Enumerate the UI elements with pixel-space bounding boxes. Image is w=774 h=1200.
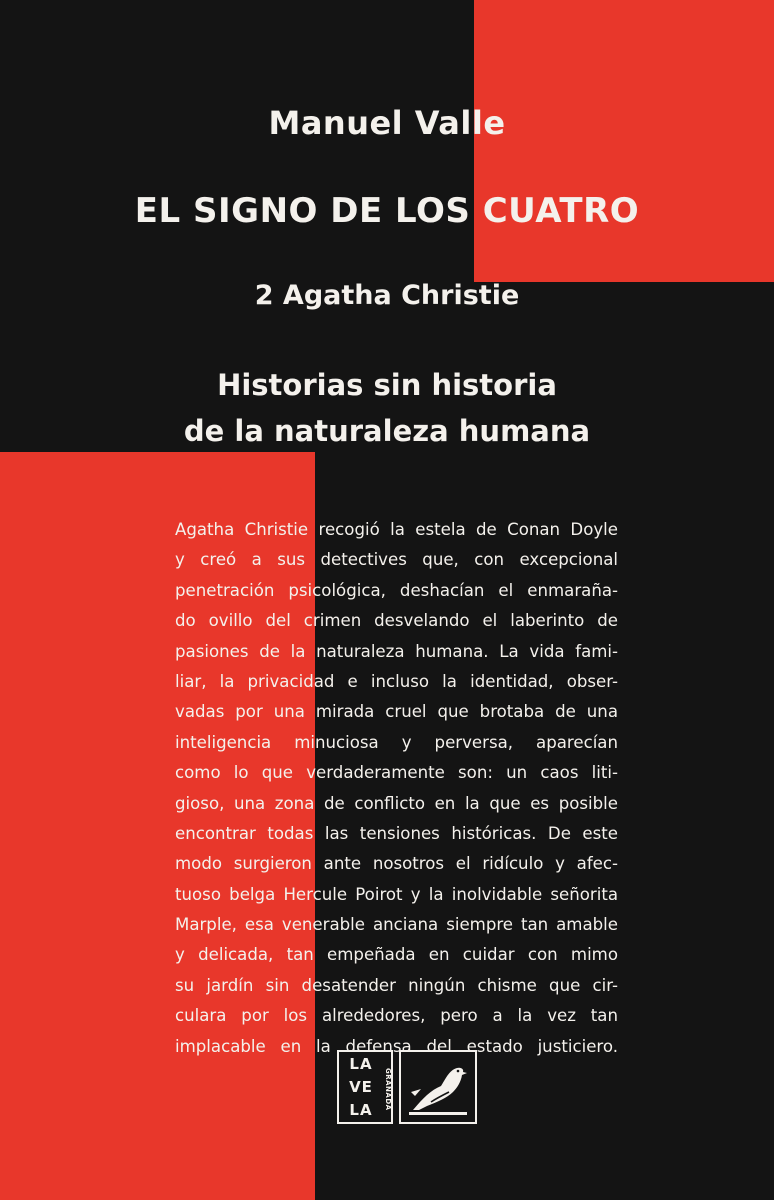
blurb-line: implacable en la defensa del estado justiciero.	[175, 1036, 618, 1056]
book-title: EL SIGNO DE LOS CUATRO	[134, 191, 640, 231]
blurb-line: y creó a sus detectives que, con excepcional	[175, 550, 618, 570]
logo-word: VE	[349, 1078, 373, 1096]
bird-icon	[399, 1050, 477, 1124]
blurb-line: inteligencia minuciosa y perversa, aparecían	[175, 732, 618, 752]
tagline-line-2: de la naturaleza humana	[183, 414, 591, 448]
tagline	[0, 362, 774, 454]
book-subtitle: 2 Agatha Christie	[254, 280, 520, 311]
blurb-line: y delicada, tan empeñada en cuidar con mimo	[175, 945, 618, 965]
blurb-line: vadas por una mirada cruel que brotaba de una	[175, 702, 618, 722]
tagline-line-1: Historias sin historia	[217, 368, 557, 402]
blurb-text	[175, 515, 618, 1062]
blurb-line: Marple, esa venerable anciana siempre tan amable	[175, 915, 618, 935]
blurb-line: pasiones de la naturaleza humana. La vida fami-	[175, 641, 618, 661]
blurb-line: Agatha Christie recogió la estela de Conan Doyle	[175, 520, 618, 539]
author-name: Manuel Valle	[268, 104, 506, 142]
blurb-line: gioso, una zona de conflicto en la que es posible	[175, 793, 618, 813]
logo-word: LA	[349, 1101, 373, 1119]
publisher-logo-wordmark	[337, 1050, 393, 1124]
blurb-line: como lo que verdaderamente son: un caos liti-	[175, 763, 618, 783]
blurb-line: penetración psicológica, deshacían el enmaraña-	[175, 580, 618, 600]
blurb-line: su jardín sin desatender ningún chisme que cir-	[175, 975, 618, 995]
blurb-line: encontrar todas las tensiones históricas. De este	[175, 823, 618, 843]
publisher-logo	[337, 1050, 477, 1124]
blurb-line: culara por los alrededores, pero a la vez tan	[175, 1006, 618, 1026]
logo-city: GRANADA	[384, 1067, 392, 1111]
blurb-line: liar, la privacidad e incluso la identidad, obser-	[175, 671, 618, 691]
logo-word: LA	[349, 1055, 373, 1073]
blurb-line: tuoso belga Hercule Poirot y la inolvidable señorita	[175, 884, 618, 904]
blurb-line: modo surgieron ante nosotros el ridículo y afec-	[175, 854, 618, 874]
blurb-line: do ovillo del crimen desvelando el laberinto de	[175, 611, 618, 631]
